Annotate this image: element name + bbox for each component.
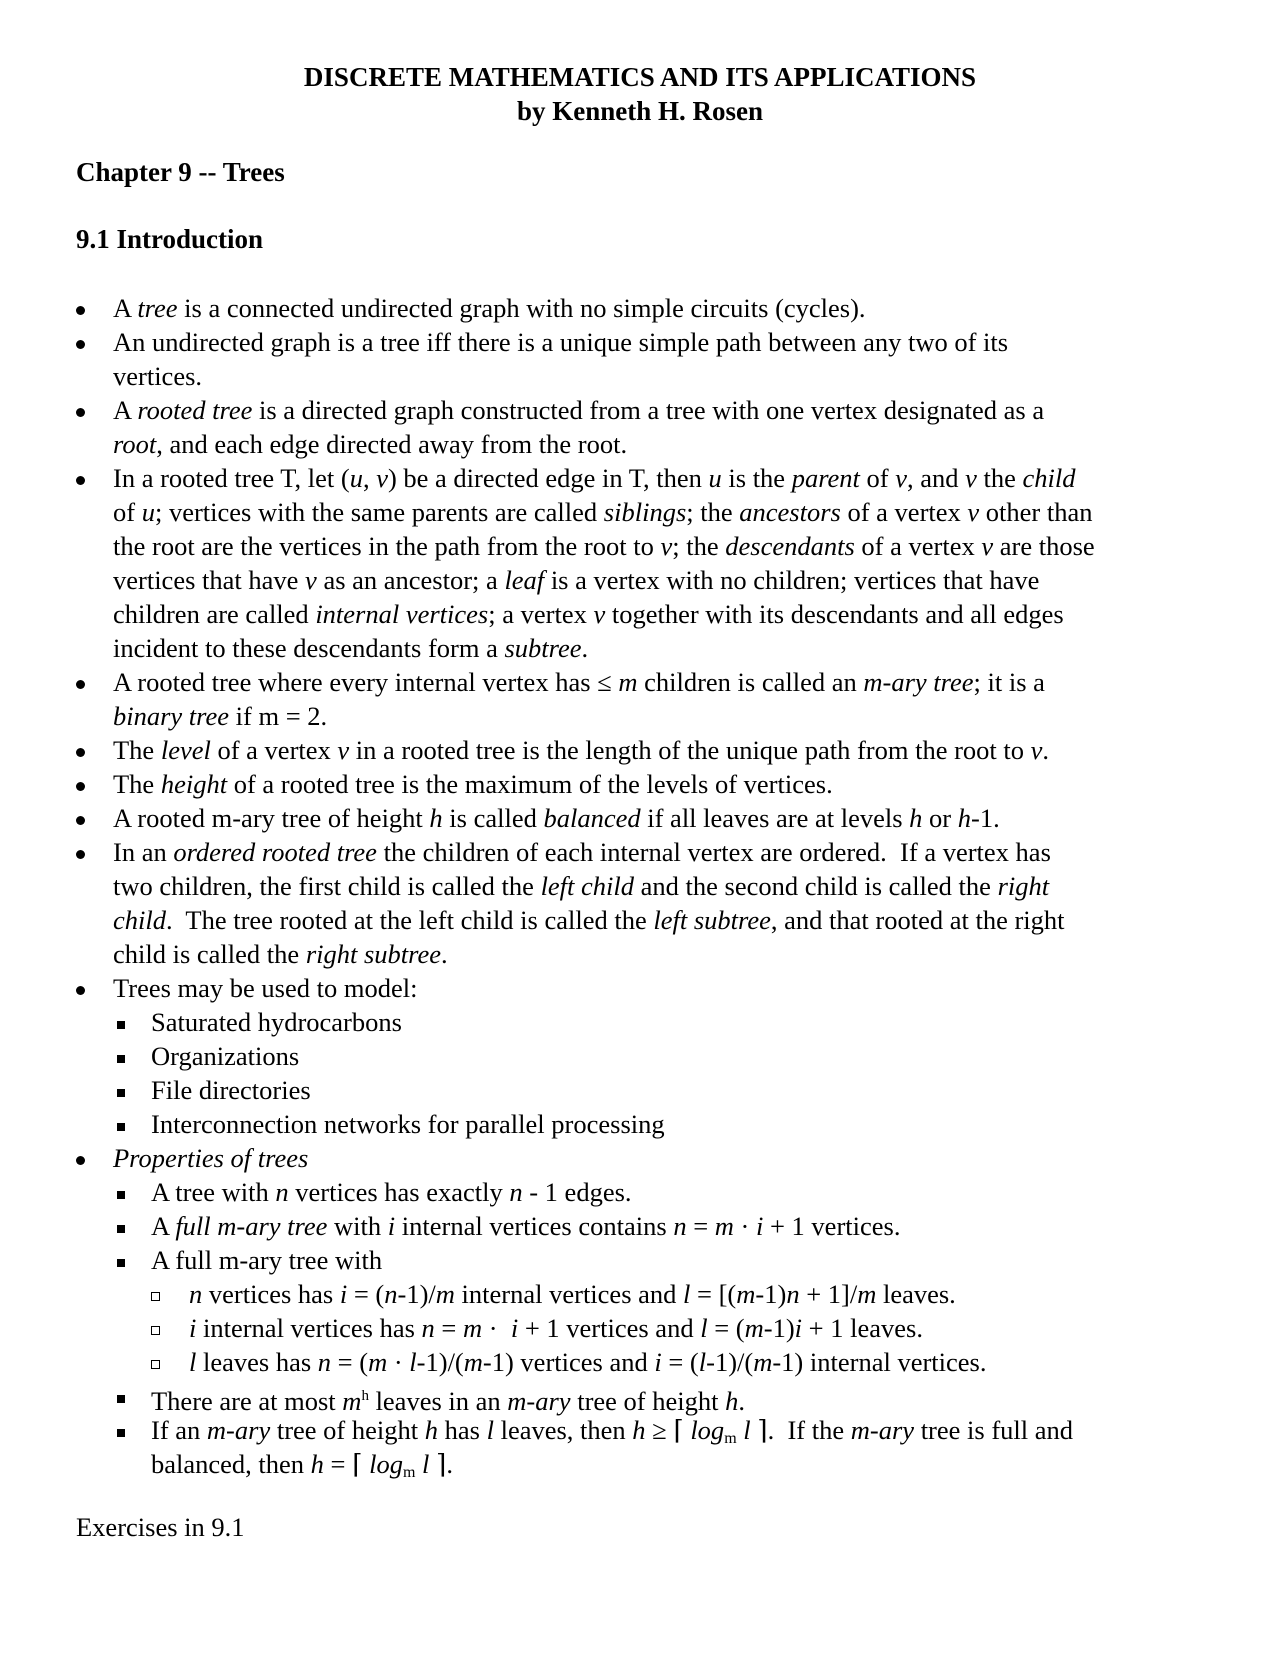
list-item: An undirected graph is a tree iff there is a unique simple path between any two of its [113, 327, 1009, 357]
list-item-continued: the root are the vertices in the path from the root to v; the descendants of a vertex v are those [113, 531, 1095, 561]
bullet-icon [76, 782, 85, 791]
book-title: DISCRETE MATHEMATICS AND ITS APPLICATIONS [303, 62, 977, 92]
bullet-icon [76, 476, 85, 485]
square-bullet-icon [117, 1021, 125, 1029]
exercises-label: Exercises in 9.1 [76, 1512, 245, 1542]
sub-list-item: A full m-ary tree with [151, 1245, 383, 1275]
list-item: The level of a vertex v in a rooted tree is the length of the unique path from the root to v. [113, 735, 1050, 765]
square-bullet-icon [117, 1395, 125, 1403]
bullet-icon [76, 748, 85, 757]
list-item-continued: binary tree if m = 2. [113, 701, 328, 731]
sub-list-item: There are at most $m^h$ leaves in an m-ary tree of height h. [151, 1386, 745, 1416]
sub-list-item: Organizations [151, 1041, 300, 1071]
sub-list-item-continued: balanced, then h = ⌈ $\log_m l$ ⌉. [151, 1449, 454, 1481]
list-item: The height of a rooted tree is the maximum of the levels of vertices. [113, 769, 833, 799]
bullet-icon [76, 816, 85, 825]
bullet-icon [76, 850, 85, 859]
sub-sub-list-item: l leaves has n = (m · l-1)/(m-1) vertices and i = (l-1)/(m-1) internal vertices. [189, 1347, 987, 1377]
square-bullet-icon [117, 1225, 125, 1233]
list-item-continued: child. The tree rooted at the left child is called the left subtree, and that rooted at the right [113, 905, 1065, 935]
square-bullet-icon [117, 1191, 125, 1199]
bullet-icon [76, 408, 85, 417]
section-title: 9.1 Introduction [76, 224, 264, 254]
bullet-icon [76, 986, 85, 995]
hollow-square-bullet-icon [151, 1360, 160, 1369]
list-item-continued: of u; vertices with the same parents are called siblings; the ancestors of a vertex v other than [113, 497, 1093, 527]
sub-sub-list-item: n vertices has i = (n-1)/m internal vertices and l = [(m-1)n + 1]/m leaves. [189, 1279, 956, 1309]
sub-list-item: Saturated hydrocarbons [151, 1007, 402, 1037]
book-author: by Kenneth H. Rosen [516, 96, 764, 126]
list-item: A rooted m-ary tree of height h is called balanced if all leaves are at levels h or h-1. [113, 803, 1000, 833]
list-item-continued: vertices that have v as an ancestor; a leaf is a vertex with no children; vertices that have [113, 565, 1040, 595]
list-item: Trees may be used to model: [113, 973, 418, 1003]
square-bullet-icon [117, 1259, 125, 1267]
bullet-icon [76, 1156, 85, 1165]
bullet-icon [76, 306, 85, 315]
bullet-icon [76, 340, 85, 349]
sub-list-item: File directories [151, 1075, 311, 1105]
hollow-square-bullet-icon [151, 1326, 160, 1335]
list-item-continued: vertices. [113, 361, 203, 391]
list-item-continued: root, and each edge directed away from the root. [113, 429, 628, 459]
list-item: A tree is a connected undirected graph with no simple circuits (cycles). [113, 293, 866, 323]
list-item-continued: incident to these descendants form a subtree. [113, 633, 589, 663]
list-item: A rooted tree where every internal vertex has ≤ m children is called an m-ary tree; it is a [113, 667, 1045, 697]
bullet-icon [76, 680, 85, 689]
sub-list-item: A tree with n vertices has exactly n - 1 edges. [151, 1177, 632, 1207]
sub-list-item: If an m-ary tree of height h has l leaves, then h ≥ ⌈ $\log_m l$ ⌉. If the m-ary tree is full and [151, 1415, 1074, 1447]
square-bullet-icon [117, 1089, 125, 1097]
sub-list-item: A full m-ary tree with i internal vertices contains n = m · i + 1 vertices. [151, 1211, 901, 1241]
sub-sub-list-item: i internal vertices has n = m · i + 1 vertices and l = (m-1)i + 1 leaves. [189, 1313, 923, 1343]
list-item: In an ordered rooted tree the children of each internal vertex are ordered. If a vertex has [113, 837, 1051, 867]
list-item-continued: two children, the first child is called the left child and the second child is called the right [113, 871, 1050, 901]
square-bullet-icon [117, 1123, 125, 1131]
list-item: In a rooted tree T, let (u, v) be a directed edge in T, then u is the parent of v, and v the child [113, 463, 1076, 493]
list-item: A rooted tree is a directed graph constructed from a tree with one vertex designated as a [113, 395, 1045, 425]
list-item-continued: child is called the right subtree. [113, 939, 448, 969]
list-item-continued: children are called internal vertices; a vertex v together with its descendants and all edges [113, 599, 1064, 629]
square-bullet-icon [117, 1429, 125, 1437]
square-bullet-icon [117, 1055, 125, 1063]
sub-list-item: Interconnection networks for parallel processing [151, 1109, 665, 1139]
list-item: Properties of trees [113, 1143, 309, 1173]
hollow-square-bullet-icon [151, 1292, 160, 1301]
chapter-title: Chapter 9 -- Trees [76, 157, 285, 187]
